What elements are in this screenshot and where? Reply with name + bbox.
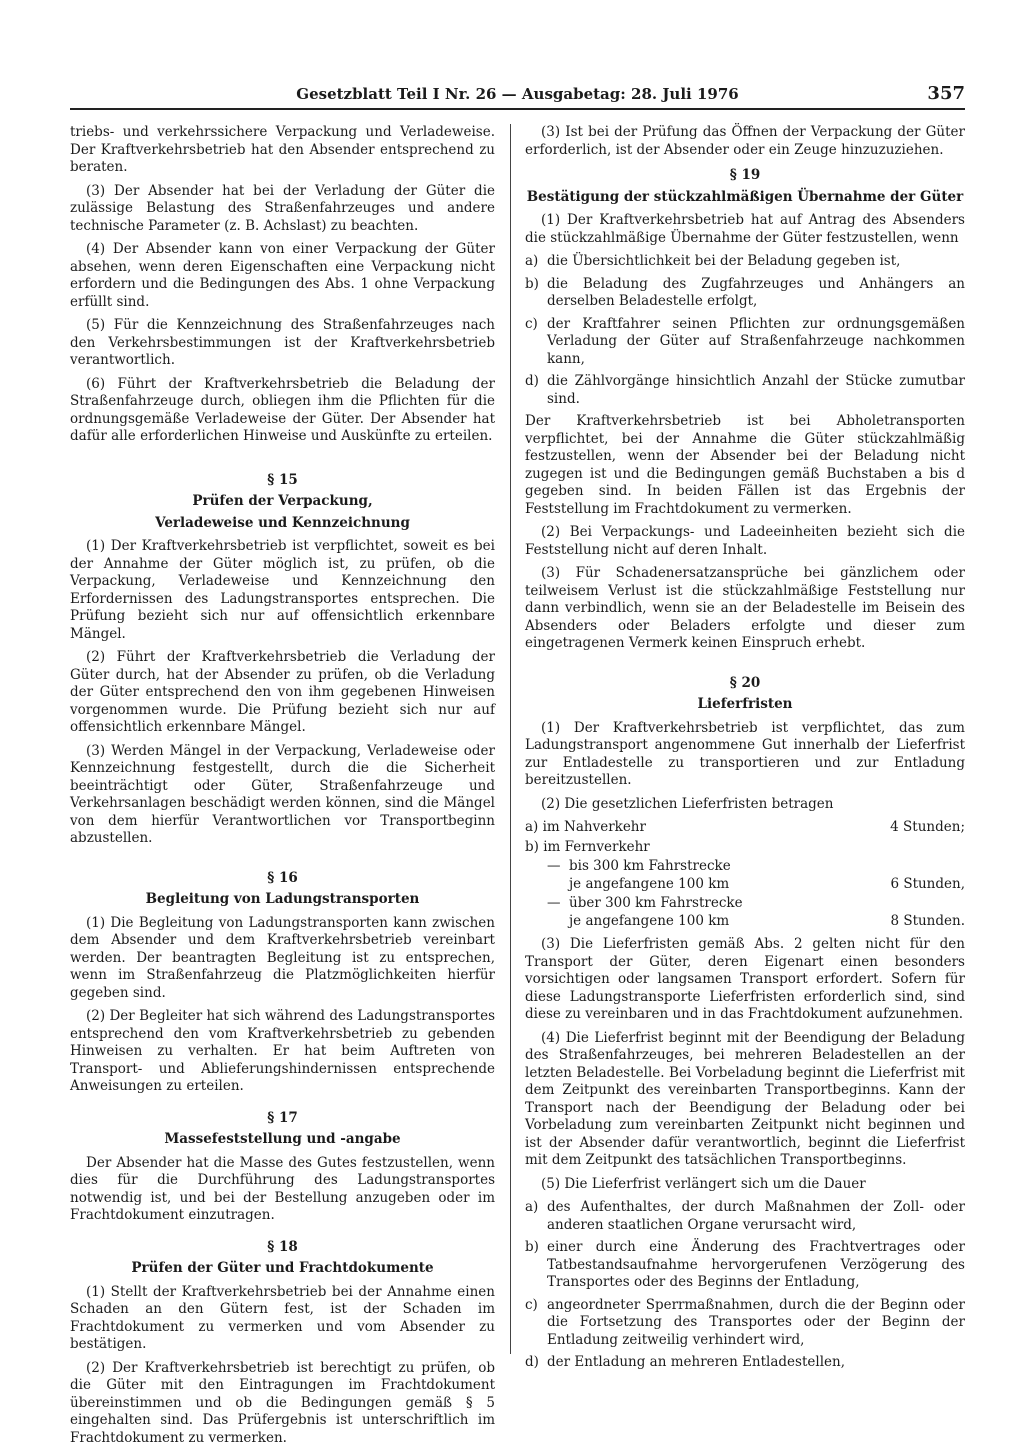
deadline-sublabel: je angefangene 100 km bbox=[569, 912, 730, 929]
paragraph: (1) Der Kraftverkehrsbetrieb hat auf Antrag des Absenders die stückzahlmäßige Übernahme der Güter festzustellen, wenn bbox=[525, 212, 965, 246]
section-title-18: Prüfen der Güter und Frachtdokumente bbox=[131, 1260, 434, 1276]
section-number-18: § 18 bbox=[267, 1238, 298, 1255]
list-label: b) bbox=[525, 275, 539, 292]
left-column bbox=[70, 124, 495, 1453]
section-title-15a: Prüfen der Verpackung, bbox=[192, 493, 373, 509]
list-label: c) bbox=[525, 315, 538, 332]
column-divider bbox=[510, 124, 511, 1354]
list-item bbox=[525, 316, 965, 369]
section-number-19: § 19 bbox=[729, 167, 761, 183]
paragraph: (1) Der Kraftverkehrsbetrieb ist verpflichtet, soweit es bei der Annahme der Güter möglich ist, zu prüfen, ob die Verpackung, Verladeweise und Kennzeichnung den Erfordernissen des Ladungstransportes entsprechen. Die Prüfung bezieht sich nur auf offensichtlich erkennbare Mängel. bbox=[70, 538, 495, 642]
deadline-subrow bbox=[547, 895, 965, 913]
list-text: der Entladung an mehreren Entladestellen, bbox=[547, 1354, 845, 1370]
paragraph: (6) Führt der Kraftverkehrsbetrieb die Beladung der Straßenfahrzeuge durch, obliegen ihm die Pflichten für die ordnungsgemäße Verladeweise der Güter. Der Absender hat dafür alle erforderlichen Hinweise und Auskünfte zu erteilen. bbox=[70, 375, 495, 444]
list-label: d) bbox=[525, 373, 539, 389]
list-item bbox=[525, 1239, 965, 1292]
section-title-17: Massefeststellung und -angabe bbox=[164, 1131, 401, 1147]
paragraph: (2) Bei Verpackungs- und Ladeeinheiten bezieht sich die Feststellung nicht auf deren Inhalt. bbox=[525, 524, 965, 558]
list-label: c) bbox=[525, 1296, 538, 1313]
deadline-subrow bbox=[569, 876, 965, 894]
list-item bbox=[525, 1354, 965, 1372]
deadline-subrow bbox=[569, 913, 965, 931]
paragraph: (5) Für die Kennzeichnung des Straßenfahrzeuges nach den Verkehrsbestimmungen ist der Kraftverkehrsbetrieb verantwortlich. bbox=[70, 317, 495, 368]
list-label: b) bbox=[525, 1239, 539, 1255]
right-column bbox=[525, 124, 965, 1377]
deadline-sublabel: über 300 km Fahrstrecke bbox=[569, 895, 743, 911]
deadline-sublabel: bis 300 km Fahrstrecke bbox=[569, 858, 731, 874]
list-label: d) bbox=[525, 1354, 539, 1370]
section-number-20: § 20 bbox=[729, 674, 761, 691]
paragraph: (1) Die Begleitung von Ladungstransporten kann zwischen dem Absender und dem Kraftverkehrsbetrieb vereinbart werden. Der beantragten Begleitung ist zu entsprechen, wenn im Straßenfahrzeug die Platzmöglichkeiten hierfür gegeben sind. bbox=[70, 914, 495, 1001]
paragraph: (3) Ist bei der Prüfung das Öffnen der Verpackung der Güter erforderlich, ist der Absender oder ein Zeuge hinzuzuziehen. bbox=[525, 124, 965, 158]
page-number: 357 bbox=[927, 83, 965, 104]
deadline-label: b) im Fernverkehr bbox=[525, 838, 650, 855]
deadline-subrow bbox=[547, 858, 965, 876]
list-text: des Aufenthaltes, der durch Maßnahmen der Zoll- oder anderen staatlichen Organe verursacht wird, bbox=[547, 1199, 965, 1233]
deadline-value: 4 Stunden; bbox=[890, 819, 965, 835]
list-text: einer durch eine Änderung des Frachtvertrages oder Tatbestandsaufnahme hervorgerufenen Verzögerung des Transportes oder des Beginns der Entladung, bbox=[547, 1239, 965, 1290]
section-title-19: Bestätigung der stückzahlmäßigen Übernahme der Güter bbox=[526, 188, 964, 205]
section-number-17: § 17 bbox=[267, 1109, 298, 1126]
paragraph: (3) Für Schadenersatzansprüche bei gänzlichem oder teilweisem Verlust ist die stückzahlmäßige Feststellung nur dann verbindlich, wenn sie an der Beladestelle im Beisein des Absenders oder Beladers erfolgte und dieser zum eingetragenen Vermerk keinen Einspruch erhebt. bbox=[525, 565, 965, 651]
header-title: Gesetzblatt Teil I Nr. 26 — Ausgabetag: 28. Juli 1976 bbox=[296, 85, 739, 103]
paragraph: (1) Der Kraftverkehrsbetrieb ist verpflichtet, das zum Ladungstransport angenommene Gut innerhalb der Lieferfrist zur Entladestelle zu transportieren und zur Entladung bereitzustellen. bbox=[525, 719, 965, 788]
list-item bbox=[525, 1199, 965, 1234]
paragraph: (4) Der Absender kann von einer Verpackung der Güter absehen, wenn deren Eigenschaften eine Verpackung nicht erfordern und die Bedingungen des Abs. 1 ohne Verpackung erfüllt sind. bbox=[70, 241, 495, 310]
paragraph: (2) Der Begleiter hat sich während des Ladungstransportes entsprechend den vom Kraftverkehrsbetrieb zu gebenden Hinweisen zu verhalten. Er hat beim Auftreten von Transport- und Ablieferungshindernissen entsprechende Anweisungen zu erteilen. bbox=[70, 1008, 495, 1094]
dash-mark: — bbox=[547, 895, 561, 911]
paragraph: (3) Werden Mängel in der Verpackung, Verladeweise oder Kennzeichnung festgestellt, durch die die Sicherheit beeinträchtigt oder Güter, Straßenfahrzeuge und Verkehrsanlagen beschädigt werden können, sind die Mängel von dem hierfür Verantwortlichen vor Transportbeginn abzustellen. bbox=[70, 742, 495, 846]
deadline-label: a) im Nahverkehr bbox=[525, 819, 646, 835]
paragraph: (2) Die gesetzlichen Lieferfristen betragen bbox=[541, 795, 834, 812]
paragraph: (1) Stellt der Kraftverkehrsbetrieb bei der Annahme einen Schaden an den Gütern fest, ist der Schaden im Frachtdokument zu vermerken und vom Absender zu bestätigen. bbox=[70, 1283, 495, 1352]
list-item bbox=[525, 253, 965, 271]
deadline-value: 6 Stunden, bbox=[890, 875, 965, 892]
section-number-15: § 15 bbox=[267, 471, 298, 488]
list-item bbox=[525, 373, 965, 408]
deadline-row-nahverkehr bbox=[525, 819, 965, 837]
list-item bbox=[525, 276, 965, 311]
list-text: die Beladung des Zugfahrzeuges und Anhängers an derselben Beladestelle erfolgt, bbox=[547, 275, 965, 309]
paragraph: (2) Der Kraftverkehrsbetrieb ist berechtigt zu prüfen, ob die Güter mit den Eintragungen im Frachtdokument übereinstimmen und ob die Bedingungen gemäß § 5 eingehalten sind. Das Prüfergebnis ist unterschriftlich im Frachtdokument zu vermerken. bbox=[70, 1359, 495, 1446]
page-header bbox=[70, 85, 965, 105]
header-rule bbox=[70, 108, 965, 110]
list-item bbox=[525, 1297, 965, 1350]
paragraph: (2) Führt der Kraftverkehrsbetrieb die Verladung der Güter durch, hat der Absender zu prüfen, ob die Verladung der Güter entsprechend den von ihm gegebenen Hinweisen vorgenommen wurde. Die Prüfung bezieht sich nur auf offensichtlich erkennbare Mängel. bbox=[70, 649, 495, 735]
deadline-sublabel: je angefangene 100 km bbox=[569, 875, 730, 892]
deadline-row-fernverkehr bbox=[525, 839, 965, 857]
deadline-value: 8 Stunden. bbox=[890, 912, 965, 929]
list-text: die Übersichtlichkeit bei der Beladung gegeben ist, bbox=[547, 253, 901, 269]
paragraph: triebs- und verkehrssichere Verpackung und Verladeweise. Der Kraftverkehrsbetrieb hat den Absender entsprechend zu beraten. bbox=[70, 124, 495, 175]
section-title-15b: Verladeweise und Kennzeichnung bbox=[155, 514, 410, 531]
section-title-16: Begleitung von Ladungstransporten bbox=[145, 891, 420, 907]
list-text: angeordneter Sperrmaßnahmen, durch die der Beginn oder die Fortsetzung des Transportes oder der Beginn der Entladung zeitweilig verhindert wird, bbox=[547, 1296, 965, 1348]
list-text: der Kraftfahrer seinen Pflichten zur ordnungsgemäßen Verladung der Güter auf Straßenfahrzeuge nachkommen kann, bbox=[547, 315, 965, 367]
dash-mark: — bbox=[547, 858, 561, 874]
paragraph: (3) Die Lieferfristen gemäß Abs. 2 gelten nicht für den Transport der Güter, deren Eigenart einen besonders vorsichtigen oder langsamen Transport erfordert. Sofern für diese Ladungstransporte Lieferfristen erforderlich sind, sind diese zu vereinbaren und in das Frachtdokument aufzunehmen. bbox=[525, 936, 965, 1022]
section-number-16: § 16 bbox=[267, 869, 298, 886]
section-title-20: Lieferfristen bbox=[697, 696, 793, 712]
list-text: die Zählvorgänge hinsichtlich Anzahl der Stücke zumutbar sind. bbox=[547, 373, 965, 407]
paragraph: Der Absender hat die Masse des Gutes festzustellen, wenn dies für die Durchführung des Ladungstransportes notwendig ist, und bei der Bestellung anzugeben oder im Frachtdokument einzutragen. bbox=[70, 1154, 495, 1223]
paragraph: (5) Die Lieferfrist verlängert sich um die Dauer bbox=[541, 1175, 866, 1192]
paragraph: (3) Der Absender hat bei der Verladung der Güter die zulässige Belastung des Straßenfahrzeuges und andere technische Parameter (z. B. Achslast) zu beachten. bbox=[70, 182, 495, 234]
paragraph: (4) Die Lieferfrist beginnt mit der Beendigung der Beladung des Straßenfahrzeuges, bei mehreren Beladestellen an der letzten Beladestelle. Bei Vorbeladung beginnt die Lieferfrist mit dem Zeitpunkt des vereinbarten Transportbeginns. Kann der Transport nach der Beendigung der Beladung oder bei Vorbeladung zum vereinbarten Zeitpunkt nicht beginnen und ist der Absender dafür verantwortlich, beginnt die Lieferfrist mit dem Zeitpunkt des tatsächlichen Transportbeginns. bbox=[525, 1029, 965, 1168]
list-label: a) bbox=[525, 1199, 539, 1215]
list-label: a) bbox=[525, 253, 539, 269]
paragraph: Der Kraftverkehrsbetrieb ist bei Abholetransporten verpflichtet, bei der Annahme die Güter stückzahlmäßig festzustellen, wenn der Absender bei der Beladung nicht zugegen ist und die Bedingungen gemäß Buchstaben a bis d gegeben sind. In beiden Fällen ist das Ergebnis der Feststellung im Frachtdokument zu vermerken. bbox=[525, 413, 965, 517]
